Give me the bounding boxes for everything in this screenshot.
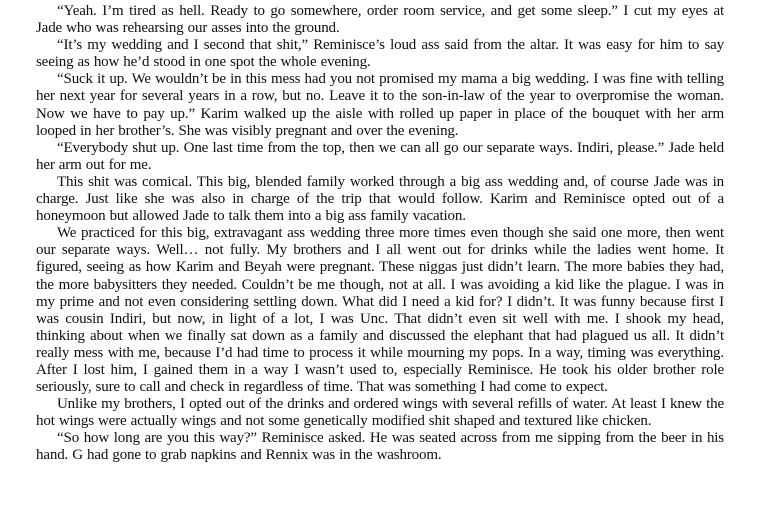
paragraph-4: “Everybody shut up. One last time from the top, then we can all go our separate ways. Indiri, please.” Jade held her arm out for me. [36,139,724,173]
paragraph-3: “Suck it up. We wouldn’t be in this mess had you not promised my mama a big wedding. I was fine with telling her next year for several years in a row, but no. Leave it to the son-in-law of the year to overpromise the woman. Now we have to pay up.” Karim walked up the aisle with rolled up paper in place of the bouquet with her arm looped in her brother’s. She was visibly pregnant and over the evening. [36,71,724,139]
paragraph-6: We practiced for this big, extravagant ass wedding three more times even though she said one more, then went our separate ways. Well… not fully. My brothers and I all went out for drinks while the ladies went home. It figured, seeing as how Karim and Beyah were pregnant. These niggas just didn’t learn. The more babies they had, the more babysitters they needed. Couldn’t be me though, not at all. I was avoiding a kid like the plague. I was in my prime and not even considering settling down. What did I need a kid for? I didn’t. It was funny because first I was cousin Indiri, but now, in light of a lot, I was Unc. That didn’t even sit well with me. I shook my head, thinking about when we finally sat down as a family and discussed the elephant that had plagued us all. It didn’t really mess with me, because I’d had time to process it while mourning my pops. In a way, timing was everything. After I lost him, I gained them in a way I wasn’t used to, especially Reminisce. He took his older brother role seriously, sure to call and check in regardless of time. That was something I had come to expect. [36,225,724,396]
paragraph-5: This shit was comical. This big, blended family worked through a big ass wedding and, of course Jade was in charge. Just like she was also in charge of the trip that would follow. Karim and Reminisce opted out of a honeymoon but allowed Jade to talk them into a big ass family vacation. [36,173,724,225]
paragraph-8: “So how long are you this way?” Reminisce asked. He was seated across from me sipping from the beer in his hand. G had gone to grab napkins and Rennix was in the washroom. [36,430,724,464]
paragraph-2: “It’s my wedding and I second that shit,” Reminisce’s loud ass said from the altar. It was easy for him to say seeing as how he’d stood in one spot the whole evening. [36,37,724,71]
paragraph-7: Unlike my brothers, I opted out of the drinks and ordered wings with several refills of water. At least I knew the hot wings were actually wings and not some genetically modified shit shaped and textured like chicken. [36,396,724,430]
paragraph-1: “Yeah. I’m tired as hell. Ready to go somewhere, order room service, and get some sleep.” I cut my eyes at Jade who was rehearsing our asses into the ground. [36,3,724,37]
